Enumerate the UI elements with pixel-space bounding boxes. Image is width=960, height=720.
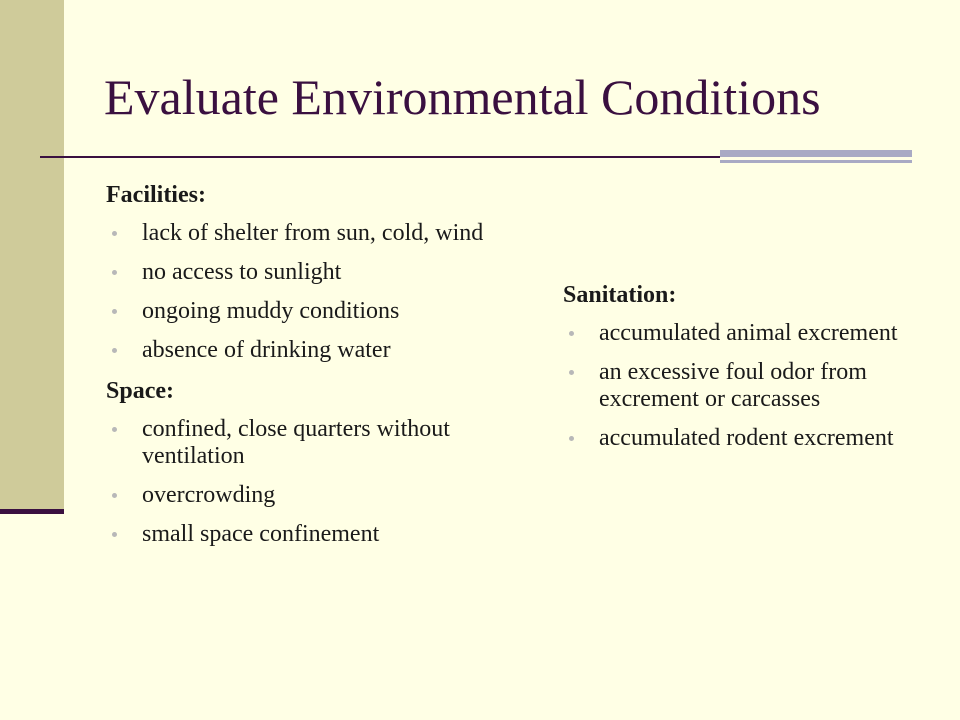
bullet-item [106,220,506,247]
bullet-text: lack of shelter from sun, cold, wind [142,220,484,246]
bullet-text: confined, close quarters without ventilation [142,416,450,469]
bullet-text: accumulated rodent excrement [599,425,894,451]
section-heading: Sanitation: [563,282,677,308]
side-bar-accent-line [0,509,64,514]
bullet-text: absence of drinking water [142,337,391,363]
bullet-dot-icon [112,493,117,498]
bullet-dot-icon [112,309,117,314]
bullet-list [563,320,923,452]
bullet-list [106,220,506,364]
left-column [106,180,506,560]
bullet-text: small space confinement [142,521,380,547]
bullet-dot-icon [112,231,117,236]
section-heading: Facilities: [106,182,206,208]
bullet-dot-icon [569,331,574,336]
bullet-list [106,416,506,548]
bullet-item [563,425,923,452]
right-column [563,280,923,464]
section-heading: Space: [106,378,174,404]
bullet-item [106,482,506,509]
side-bar-decoration [0,0,64,510]
bullet-item [106,416,506,470]
bullet-item [563,359,923,413]
title-accent-bar-thin [720,160,912,163]
bullet-item [563,320,923,347]
section-facilities [106,180,506,364]
bullet-item [106,259,506,286]
bullet-item [106,298,506,325]
bullet-text: overcrowding [142,482,276,508]
bullet-dot-icon [569,370,574,375]
bullet-text: ongoing muddy conditions [142,298,400,324]
section-space [106,376,506,548]
bullet-text: accumulated animal excrement [599,320,898,346]
title-accent-bar [720,150,912,157]
bullet-dot-icon [112,270,117,275]
bullet-text: no access to sunlight [142,259,342,285]
title-underline [40,156,720,158]
bullet-dot-icon [112,348,117,353]
bullet-dot-icon [569,436,574,441]
bullet-item [106,521,506,548]
bullet-text: an excessive foul odor from excrement or carcasses [599,359,867,412]
bullet-item [106,337,506,364]
bullet-dot-icon [112,427,117,432]
bullet-dot-icon [112,532,117,537]
section-sanitation [563,280,923,452]
slide-title: Evaluate Environmental Conditions [104,69,821,125]
